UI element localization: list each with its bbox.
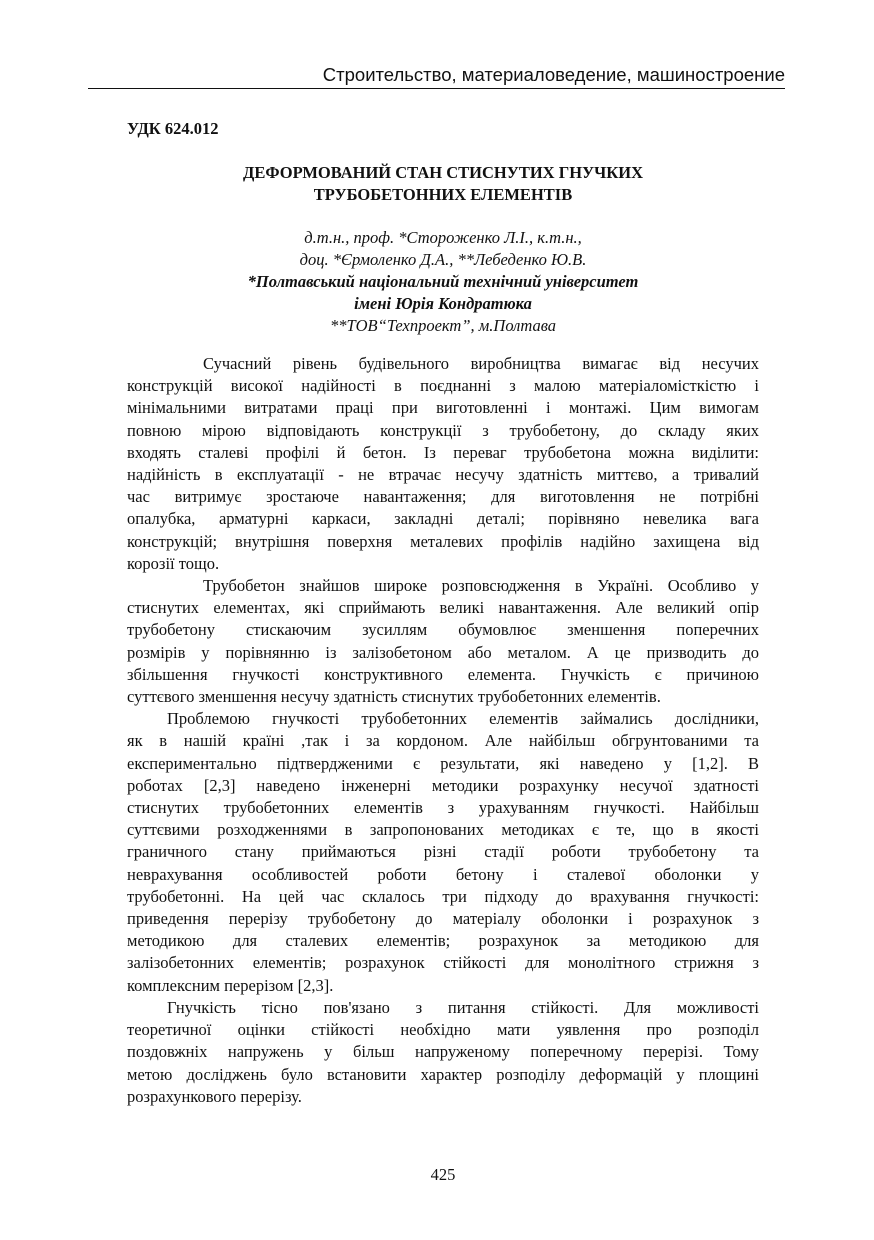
text-line: метою досліджень було встановити характер розподілу деформацій у площині bbox=[127, 1064, 759, 1084]
text-line: приведення перерізу трубобетону до матеріалу оболонки і розрахунок з bbox=[127, 909, 759, 929]
text-line: суттєвого зменшення несучу здатність стиснутих трубобетонних елементів. bbox=[127, 687, 661, 707]
text-line: конструкцій; внутрішня поверхня металевих профілів надійно захищена від bbox=[127, 531, 759, 551]
text-line: поздовжніх напружень у більш напруженому поперечному перерізі. Тому bbox=[127, 1042, 759, 1062]
text-line: як в нашій країні ,так і за кордоном. Але найбільш обгрунтованими та bbox=[127, 731, 759, 751]
text-line: Проблемою гнучкості трубобетонних елементів займались дослідники, bbox=[167, 709, 759, 729]
text-line: конструкцій високої надійності в поєднанні з малою матеріаломісткістю і bbox=[127, 376, 759, 396]
text-line: суттєвими розходженнями в запропонованих методиках є те, що в якості bbox=[127, 820, 759, 840]
affiliation-line: **ТОВ“Техпроект”, м.Полтава bbox=[329, 316, 557, 335]
text-line: залізобетонних елементів; розрахунок стійкості для монолітного стрижня з bbox=[127, 953, 759, 973]
authors-line: д.т.н., проф. *Стороженко Л.І., к.т.н., bbox=[304, 228, 582, 247]
paragraph bbox=[127, 997, 759, 1108]
body-text bbox=[127, 353, 759, 1108]
paragraph bbox=[127, 708, 759, 997]
text-line: методикою для сталевих елементів; розрахунок за методикою для bbox=[127, 931, 759, 951]
text-line: надійність в експлуатації - не втрачає несучу здатність миттєво, а тривалий bbox=[127, 465, 759, 485]
title-line: ДЕФОРМОВАНИЙ СТАН СТИСНУТИХ ГНУЧКИХ bbox=[243, 163, 643, 182]
running-header: Строительство, материаловедение, машиностроение bbox=[322, 64, 785, 85]
text-line: входять сталеві профілі й бетон. Із переваг трубобетона можна виділити: bbox=[127, 442, 759, 462]
text-line: комплексним перерізом [2,3]. bbox=[127, 975, 334, 995]
text-line: граничного стану приймаються різні стадії роботи трубобетону та bbox=[127, 842, 759, 862]
text-line: експериментально підтвердженими є результати, які наведено у [1,2]. В bbox=[127, 753, 759, 773]
text-line: трубобетону стискаючим зусиллям обумовлює зменшення поперечних bbox=[127, 620, 759, 640]
authors-block bbox=[127, 227, 759, 337]
paragraph bbox=[127, 575, 759, 708]
text-line: стиснутих трубобетонних елементів з урахуванням гнучкості. Найбільш bbox=[127, 798, 759, 818]
text-line: опалубка, арматурні каркаси, закладні деталі; порівняно невелика вага bbox=[127, 509, 759, 529]
text-line: корозії тощо. bbox=[127, 553, 220, 573]
article-title bbox=[127, 162, 759, 206]
header-rule bbox=[88, 88, 785, 89]
text-line: Гнучкість тісно пов'язано з питання стійкості. Для можливості bbox=[167, 997, 759, 1017]
text-line: роботах [2,3] наведено інженерні методики розрахунку несучої здатності bbox=[127, 775, 759, 795]
authors-line: доц. *Єрмоленко Д.А., **Лебеденко Ю.В. bbox=[299, 250, 587, 269]
text-line: Трубобетон знайшов широке розповсюдження в Україні. Особливо у bbox=[203, 576, 759, 596]
text-line: повною мірою відповідають конструкції з трубобетону, до складу яких bbox=[127, 420, 759, 440]
title-line: ТРУБОБЕТОННИХ ЕЛЕМЕНТІВ bbox=[313, 185, 573, 204]
text-line: трубобетонні. На цей час склалось три підходу до врахування гнучкості: bbox=[127, 886, 759, 906]
text-line: час витримує зростаюче навантаження; для виготовлення не потрібні bbox=[127, 487, 759, 507]
text-line: стиснутих елементах, які сприймають великі навантаження. Але великий опір bbox=[127, 598, 759, 618]
text-line: Сучасний рівень будівельного виробництва вимагає від несучих bbox=[203, 354, 759, 373]
text-line: розмірів у порівнянню із залізобетоном або металом. А це призводить до bbox=[127, 642, 759, 662]
text-line: неврахування особливостей роботи бетону і сталевої оболонки у bbox=[127, 864, 759, 884]
affiliation-line: *Полтавський національний технічний університет bbox=[247, 272, 639, 291]
page-number: 425 bbox=[430, 1165, 456, 1184]
text-line: мінімальними витратами праці при виготовленні і монтажі. Цим вимогам bbox=[127, 398, 759, 418]
udc-code: УДК 624.012 bbox=[127, 119, 219, 138]
paragraph bbox=[127, 353, 759, 575]
text-line: розрахункового перерізу. bbox=[127, 1086, 302, 1106]
text-line: теоретичної оцінки стійкості необхідно мати уявлення про розподіл bbox=[127, 1020, 759, 1040]
text-line: збільшення гнучкості конструктивного елемента. Гнучкість є причиною bbox=[127, 664, 759, 684]
affiliation-line: імені Юрія Кондратюка bbox=[354, 294, 532, 313]
